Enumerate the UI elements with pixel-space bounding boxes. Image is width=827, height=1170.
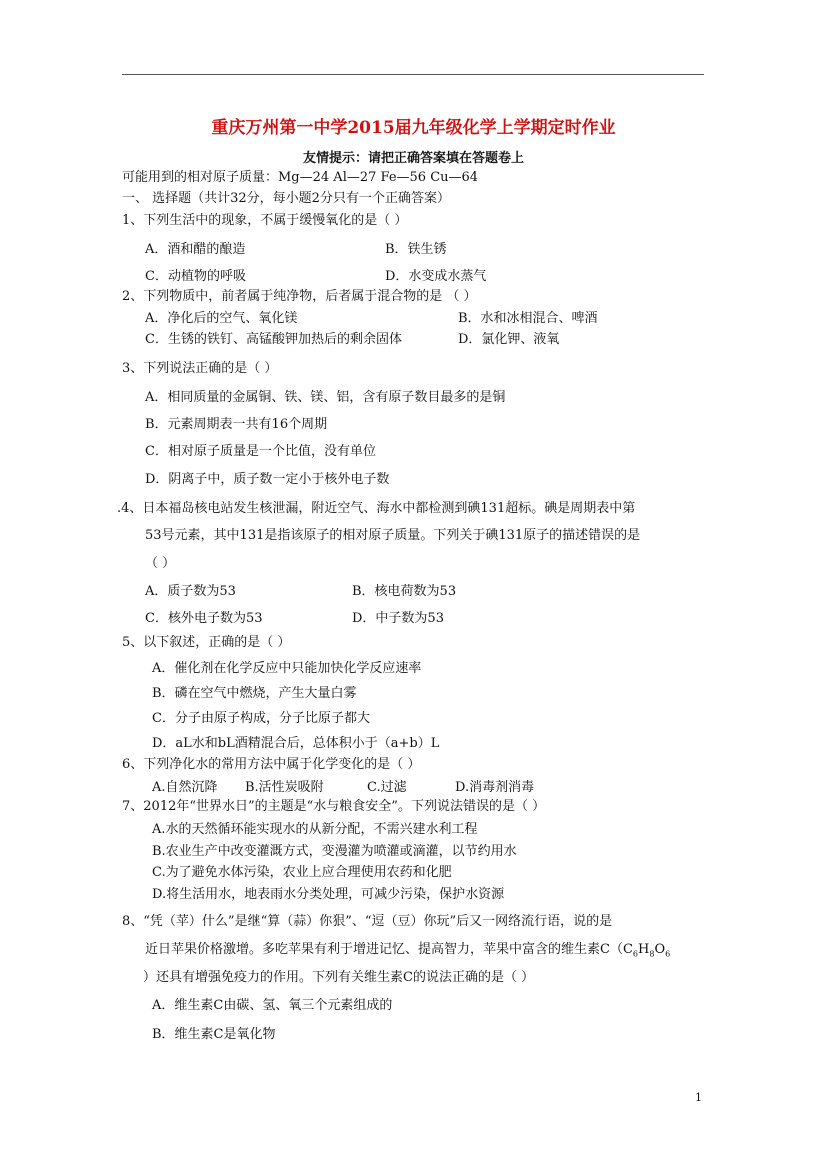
question-2-option-c: C．生锈的铁钉、高锰酸钾加热后的剩余固体 (145, 332, 402, 347)
question-4-option-c: C．核外电子数为53 (145, 611, 263, 626)
question-5-option-a: A．催化剂在化学反应中只能加快化学反应速率 (152, 661, 422, 676)
question-4-option-a: A．质子数为53 (145, 584, 236, 599)
question-4-line-1: .4、日本福岛核电站发生核泄漏，附近空气、海水中都检测到碘131超标。碘是周期表中第 (117, 501, 636, 516)
page-number: 1 (695, 1091, 702, 1104)
question-3-option-d: D．阴离子中，质子数一定小于核外电子数 (145, 472, 390, 487)
question-1-option-c: C．动植物的呼吸 (145, 269, 246, 284)
formula-c-subscript: 6 (632, 949, 638, 959)
question-6-option-b: B.活性炭吸附 (245, 780, 324, 795)
question-2-option-b: B．水和冰相混合、啤酒 (458, 311, 598, 326)
question-3-option-c: C．相对原子质量是一个比值，没有单位 (145, 444, 376, 459)
question-1-option-a: A．酒和醋的酿造 (145, 242, 246, 257)
question-7-option-a: A.水的天然循环能实现水的从新分配，不需兴建水利工程 (152, 822, 478, 837)
question-5-option-c: C．分子由原子构成，分子比原子都大 (152, 711, 370, 726)
question-5-stem: 5、以下叙述，正确的是（ ） (122, 635, 291, 650)
question-5-option-b: B．磷在空气中燃烧，产生大量白雾 (152, 686, 357, 701)
question-7-option-b: B.农业生产中改变灌溉方式，变漫灌为喷灌或滴灌，以节约用水 (152, 844, 517, 859)
question-6-option-d: D.消毒剂消毒 (455, 780, 535, 795)
section-heading: 一、 选择题（共计32分，每小题2分只有一个正确答案） (122, 191, 450, 206)
question-8-option-b: B．维生素C是氧化物 (152, 1027, 276, 1042)
question-1-stem: 1、下列生活中的现象，不属于缓慢氧化的是（ ） (122, 213, 408, 228)
formula-o-subscript: 6 (665, 949, 671, 959)
question-8-line-1: 8、“凭（苹）什么”是继“算（蒜）你狠”、“逗（豆）你玩”后又一网络流行语，说的是 (122, 914, 613, 929)
question-1-option-b: B．铁生锈 (385, 242, 447, 257)
question-8-line-3: ）还具有增强免疫力的作用。下列有关维生素C的说法正确的是（ ） (143, 970, 535, 985)
question-8-line-2-text: 近日苹果价格激增。多吃苹果有利于增进记忆、提高智力，苹果中富含的维生素C（C (145, 942, 633, 957)
question-6-option-c: C.过滤 (367, 780, 407, 795)
question-4-option-d: D．中子数为53 (352, 611, 444, 626)
question-3-option-b: B．元素周期表一共有16个周期 (145, 417, 328, 432)
atomic-masses: 可能用到的相对原子质量：Mg—24 Al—27 Fe—56 Cu—64 (122, 170, 479, 185)
question-4-option-b: B．核电荷数为53 (352, 584, 457, 599)
question-1-option-d: D．水变成水蒸气 (385, 269, 487, 284)
question-7-stem: 7、2012年“世界水日”的主题是“水与粮食安全”。下列说法错误的是（ ） (122, 799, 546, 814)
question-3-stem: 3、下列说法正确的是（ ） (122, 361, 278, 376)
question-6-option-a: A.自然沉降 (152, 780, 218, 795)
question-6-stem: 6、下列净化水的常用方法中属于化学变化的是（ ） (122, 757, 421, 772)
question-2-option-d: D．氯化钾、液氧 (458, 332, 560, 347)
question-4-line-3: （ ） (145, 556, 176, 571)
question-3-option-a: A．相同质量的金属铜、铁、镁、铝，含有原子数目最多的是铜 (145, 390, 506, 405)
question-2-stem: 2、下列物质中，前者属于纯净物，后者属于混合物的是 （ ） (122, 289, 477, 304)
question-4-line-2: 53号元素，其中131是指该原子的相对原子质量。下列关于碘131原子的描述错误的是 (145, 528, 641, 543)
formula-o: O (654, 942, 666, 957)
header-rule (122, 74, 704, 75)
formula-h-subscript: 8 (649, 949, 655, 959)
question-8-line-2 (145, 942, 670, 963)
friendly-hint: 友情提示：请把正确答案填在答题卷上 (302, 151, 524, 166)
question-5-option-d: D．aL水和bL酒精混合后，总体积小于（a+b）L (152, 736, 440, 751)
question-7-option-d: D.将生活用水，地表雨水分类处理，可减少污染，保护水资源 (152, 887, 505, 902)
question-7-option-c: C.为了避免水体污染，农业上应合理使用农药和化肥 (152, 865, 452, 880)
question-2-option-a: A．净化后的空气、氧化镁 (145, 311, 298, 326)
page-title: 重庆万州第一中学2015届九年级化学上学期定时作业 (211, 118, 616, 138)
formula-h: H (638, 942, 650, 957)
question-8-option-a: A．维生素C由碳、氢、氧三个元素组成的 (152, 998, 393, 1013)
